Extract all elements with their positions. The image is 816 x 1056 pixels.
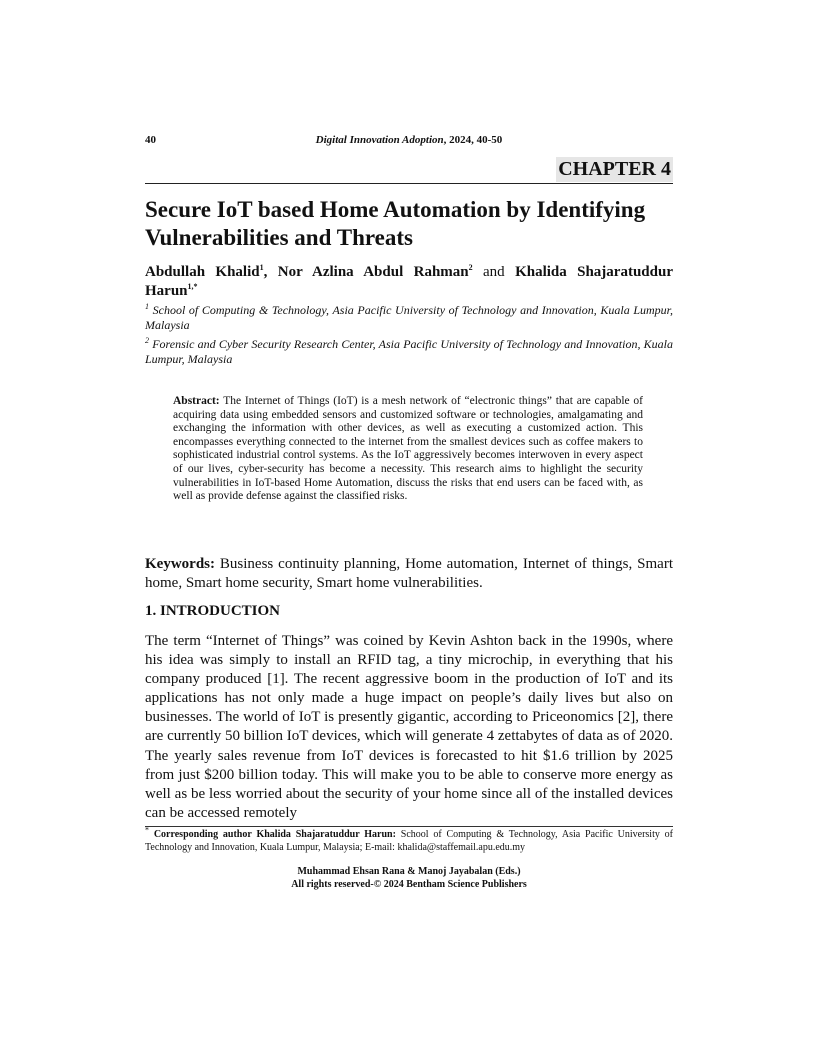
journal-title: Digital Innovation Adoption <box>315 134 444 146</box>
intro-paragraph: The term “Internet of Things” was coined by Kevin Ashton back in the 1990s, where his idea was simply to install an RFID tag, a tiny microchip, in everything that his company produced [1]. The recent aggressive boom in the production of IoT and its applications has not only made a huge impact on people’s daily lives but also on businesses. The world of IoT is presently gigantic, according to Priceonomics [2], there are currently 50 billion IoT devices, which will generate 4 zettabytes of data as of 2020. The yearly sales revenue from IoT devices is forecasted to hit $1.6 trillion by 2025 from just $200 billion today. This will make you to be able to conserve more energy as well as be less worried about the security of your home since all of the installed devices can be accessed remotely <box>145 633 673 821</box>
abstract-text: The Internet of Things (IoT) is a mesh network of “electronic things” that are capable of acquiring data using embedded sensors and customized software or technologies, amalgamating and exchanging the information with other devices, as well as executing a customized action. This encompasses everything connected to the internet from the smallest devices such as coffee makers to sophisticated industrial control systems. As the IoT aggressively becomes interwoven in every aspect of our lives, cyber-security has become a necessity. This research aims to highlight the security vulnerabilities in IoT-based Home Automation, discuss the risks that end users can be faced with, as well as provide defense against the classified risks. <box>173 395 643 503</box>
chapter-header <box>145 157 673 184</box>
abstract <box>173 395 643 504</box>
affiliation <box>145 303 673 333</box>
keywords <box>145 555 673 593</box>
affiliation-number: 2 <box>145 336 149 345</box>
article-title: Secure IoT based Home Automation by Identifying Vulnerabilities and Threats <box>145 197 646 250</box>
publisher-info <box>145 866 673 891</box>
running-head <box>145 134 673 148</box>
editors-line: Muhammad Ehsan Rana & Manoj Jayabalan (Eds.) <box>297 866 521 877</box>
footnote-divider <box>145 826 673 827</box>
affiliation-text: School of Computing & Technology, Asia Pacific University of Technology and Innovation, Kuala Lumpur, Malaysia <box>145 303 674 332</box>
affiliation-text: Forensic and Cyber Security Research Center, Asia Pacific University of Technology and Innovation, Kuala Lumpur, Malaysia <box>145 337 673 366</box>
author-affiliation-mark: 1 <box>259 263 264 272</box>
author-conjunction: and <box>472 264 516 280</box>
journal-year-pages: , 2024, 40-50 <box>443 134 503 146</box>
author-name: , Nor Azlina Abdul Rahman <box>263 264 469 280</box>
footnote-label: Corresponding author Khalida Shajaratuddur Harun: <box>153 829 396 840</box>
chapter-label: CHAPTER 4 <box>558 158 671 180</box>
author-name: Khalida Shajaratuddur Harun <box>145 264 673 299</box>
rights-line: All rights reserved-© 2024 Bentham Science Publishers <box>291 878 527 890</box>
author-name: Abdullah Khalid <box>145 264 260 280</box>
page-number: 40 <box>145 134 156 146</box>
affiliation <box>145 337 673 367</box>
footnote-mark: * <box>145 825 149 835</box>
footnote <box>145 825 674 854</box>
abstract-label: Abstract: <box>173 395 220 407</box>
section-heading: 1. INTRODUCTION <box>145 603 281 619</box>
journal-citation <box>145 134 673 146</box>
keywords-label: Keywords: <box>145 556 215 572</box>
affiliation-number: 1 <box>145 302 149 311</box>
author-affiliation-mark: 1,* <box>187 282 198 291</box>
footnote-text: School of Computing & Technology, Asia Pacific University of Technology and Innovation, Kuala Lumpur, Malaysia; E-mail: khalida@staffemail.apu.edu.my <box>145 829 674 853</box>
keywords-text: Business continuity planning, Home automation, Internet of things, Smart home, Smart home security, Smart home vulnerabilities. <box>145 556 673 591</box>
author-affiliation-mark: 2 <box>468 263 473 272</box>
author-list <box>145 263 673 301</box>
